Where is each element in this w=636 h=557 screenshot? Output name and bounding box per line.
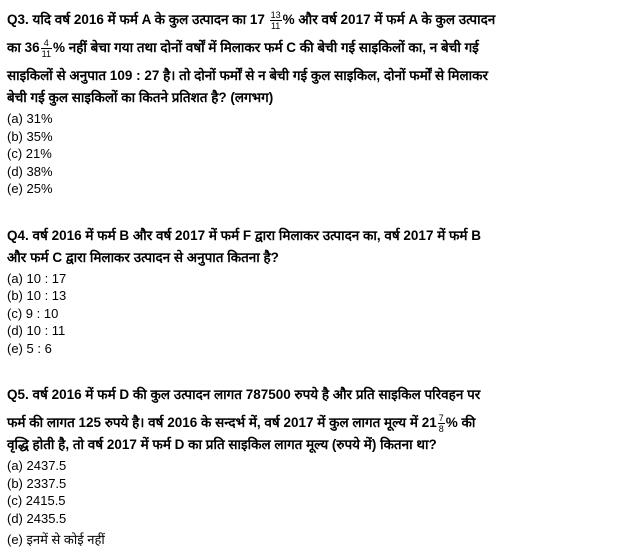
question-line: Q5. वर्ष 2016 में फर्म D की कुल उत्पादन लागत 787500 रुपये है और प्रति साइकिल परिवहन पर: [7, 387, 481, 402]
option-c: (c) 2415.5: [7, 493, 66, 508]
question-line: [7, 6, 628, 34]
text: % नहीं बेचा गया तथा दोनों वर्षों में मिलाकर फर्म C की बेची गई साइकिलों का, न बेची गई: [52, 40, 479, 55]
fraction: [438, 413, 445, 434]
numerator: 13: [270, 9, 281, 20]
option-d: (d) 2435.5: [7, 510, 67, 526]
denominator: 11: [41, 48, 51, 59]
option-e: (e) इनमें से कोई नहीं: [7, 532, 105, 547]
text: Q3. यदि वर्ष 2016 में फर्म A के कुल उत्पादन का 17: [7, 12, 269, 27]
question-5: [7, 381, 628, 549]
fraction: [41, 38, 52, 59]
option-b: (b) 35%: [7, 128, 53, 144]
question-line: बेची गई कुल साइकिलों का कितने प्रतिशत है? (लगभग): [7, 90, 274, 105]
denominator: 11: [270, 20, 281, 31]
fraction: [270, 10, 282, 31]
question-4: [7, 222, 628, 358]
option-c: (c) 21%: [7, 146, 52, 161]
question-3: [7, 6, 628, 198]
denominator: 8: [438, 423, 444, 434]
option-e: (e) 5 : 6: [7, 340, 52, 356]
option-d: (d) 10 : 11: [7, 323, 66, 338]
text: का 36: [7, 40, 40, 55]
question-line: साइकिलों से अनुपात 109 : 27 है। तो दोनों फर्मों से न बेची गई कुल साइकिल, दोनों फर्मों से मिलाकर: [7, 68, 488, 83]
text: फर्म की लागत 125 रुपये है। वर्ष 2016 के सन्दर्भ में, वर्ष 2017 में कुल लागत मूल्य में 21: [7, 415, 437, 430]
option-b: (b) 2337.5: [7, 475, 67, 491]
option-c: (c) 9 : 10: [7, 305, 59, 321]
option-a: (a) 10 : 17: [7, 270, 67, 286]
option-b: (b) 10 : 13: [7, 288, 67, 303]
question-line: [7, 34, 628, 62]
option-d: (d) 38%: [7, 163, 53, 179]
question-line: [7, 409, 628, 437]
option-a: (a) 31%: [7, 111, 53, 126]
question-line: और फर्म C द्वारा मिलाकर उत्पादन से अनुपात कितना है?: [7, 249, 279, 265]
numerator: 4: [41, 38, 52, 49]
text: % की: [445, 415, 476, 430]
question-line: वृद्धि होती है, तो वर्ष 2017 में फर्म D का प्रति साइकिल लागत मूल्य (रुपये में) कितना था?: [7, 437, 437, 452]
text: % और वर्ष 2017 में फर्म A के कुल उत्पादन: [282, 12, 496, 27]
question-line: Q4. वर्ष 2016 में फर्म B और वर्ष 2017 में फर्म F द्वारा मिलाकर उत्पादन का, वर्ष 2017 में फर्म B: [7, 227, 482, 243]
numerator: 7: [438, 412, 444, 423]
option-e: (e) 25%: [7, 181, 53, 196]
option-a: (a) 2437.5: [7, 458, 67, 473]
